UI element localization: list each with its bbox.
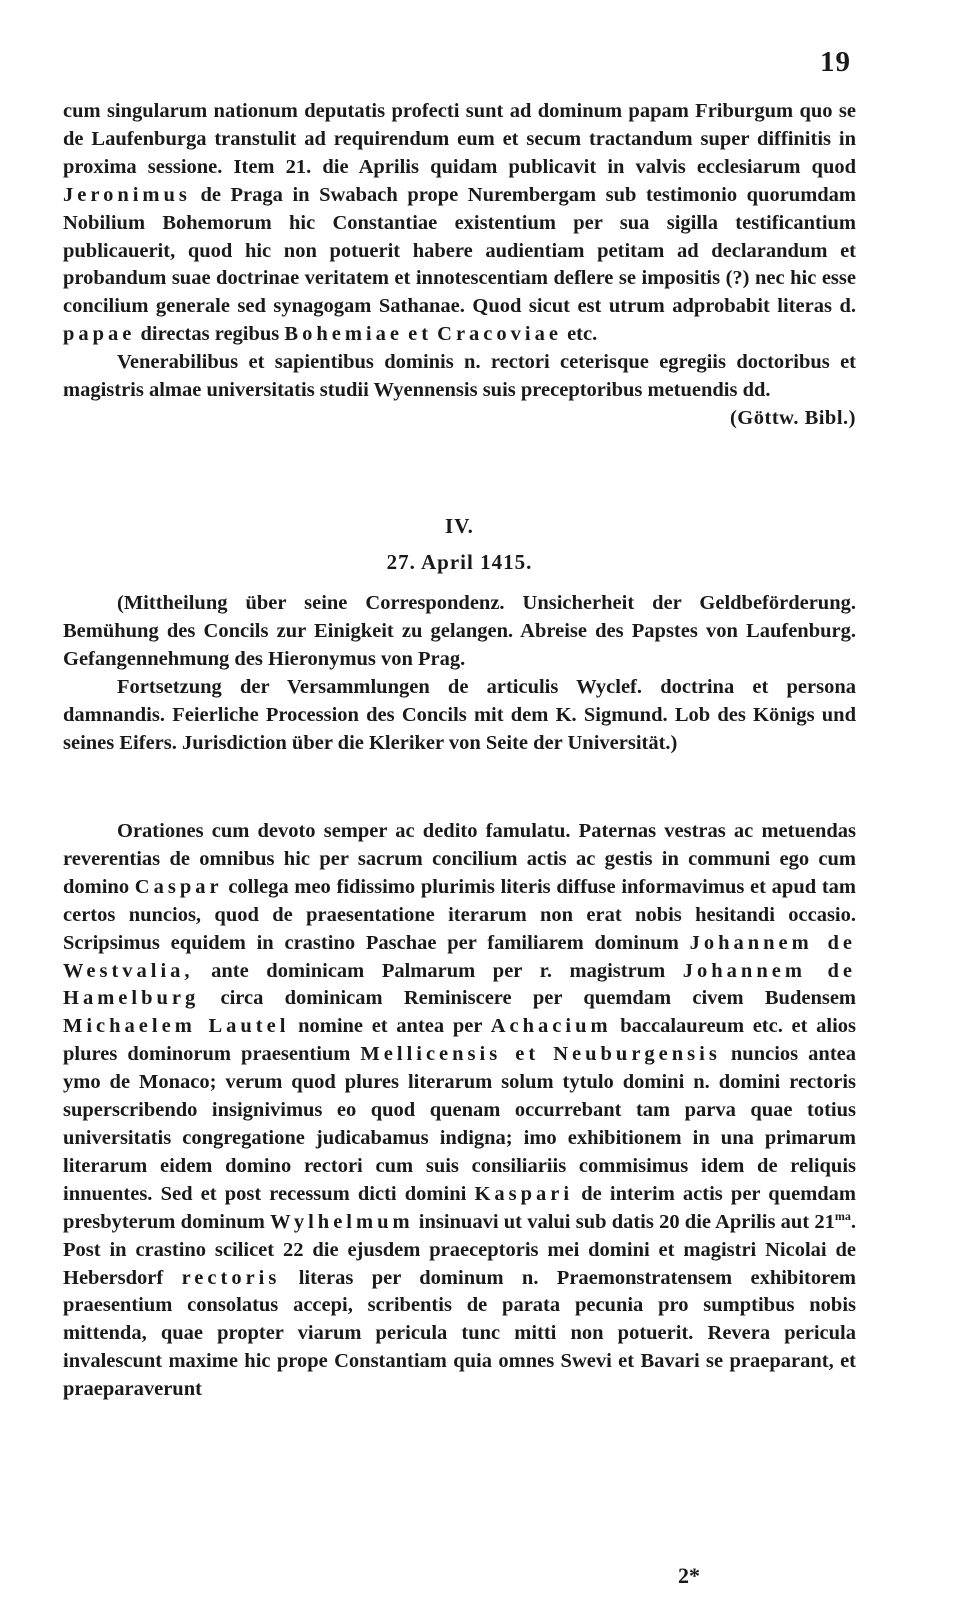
section-summary — [63, 590, 856, 757]
superscript: ma — [834, 1208, 851, 1223]
top-text-block — [63, 98, 856, 433]
name-spaced: Achacium — [490, 1015, 612, 1038]
text-run: Orationes cum devoto semper ac dedito famulatu. Paternas vestras ac metuendas reverentias de omnibus hic per sacrum concilium actis ac gestis in communi ego cum domino — [63, 820, 856, 898]
text-run: et — [408, 323, 433, 346]
text-run: collega meo fidissimo plurimis literis diffuse informavimus et apud tam certos nuncios, quod de praesentatione iterarum non erat nobis hesitandi occasio. Scripsimus equidem in crastino Paschae per familiarem dominum — [63, 875, 856, 954]
name-spaced: Johannem de Westvalia, — [63, 931, 857, 982]
name-spaced: Kaspari — [474, 1182, 574, 1205]
letter-body — [63, 818, 856, 1404]
text-run: baccalaureum etc. et alios plures dominorum praesentium — [63, 1015, 857, 1066]
name-spaced: Mellicensis et Neuburgensis — [360, 1043, 721, 1066]
summary-paragraph-1: (Mittheilung über seine Correspondenz. Unsicherheit der Geldbeförderung. Bemühung des Concils zur Einigkeit zu gelangen. Abreise des Papstes von Laufenburg. Gefangennehmung des Hieronymus von Prag. — [63, 592, 856, 670]
text-run: de Praga in Swabach prope Nurembergam sub testimonio quorumdam Nobilium Bohemorum hic Constantiae existentium per sua sigilla testificantium publicauerit, quod hic non potuerit habere audientiam petitam ad declarandum et probandum suae doctrinae veritatem et innotescentiam deflere se impositis (?) nec hic esse concilium generale sed synagogam Sathanae. Quod sicut est utrum adprobabit literas d. — [63, 183, 856, 318]
text-run: literas per dominum n. Praemonstratensem exhibitorem praesentium consolatus accepi, scribentis de parata pecunia pro sumptibus nobis mittenda, quae propter viarum pericula tunc mitti non potuerit. Revera pericula invalescunt maxime hic prope Constantiam quia omnes Swevi et Bavari se praeparant, et praeparaverunt — [63, 1266, 857, 1401]
name-spaced: Jeronimus — [63, 183, 191, 206]
address-text: Venerabilibus et sapientibus dominis n. rectori ceterisque egregiis doctoribus et magistris almae universitatis studii Wyennensis suis preceptoribus metuendis dd. — [63, 351, 856, 402]
text-run: nuncios antea ymo de Monaco; verum quod plures literarum solum tytulo domini n. domini rectoris superscribendo insignivimus eo quod quenam occurrebant tam parva quae totius universitatis congregatione judicabamus indigna; imo exhibitionem in una primarum literarum eidem domino rectori cum suis consiliariis commisimus idem de reliquis innuentes. Sed et post recessum dicti domini — [63, 1043, 856, 1205]
section-roman-numeral: IV. — [445, 514, 474, 538]
text-run: directas regibus — [140, 323, 280, 346]
page-number: 19 — [820, 46, 851, 78]
top-paragraph — [63, 98, 856, 349]
text-run: cum singularum nationum deputatis profecti sunt ad dominum papam Friburgum quo se de Laufenburga transtulit ad requirendum eum et secum tractandum super diffinitis in proxima sessione. Item 21. die Aprilis quidam publicavit in valvis ecclesiarum quod — [63, 100, 856, 178]
sheet-signature-mark: 2* — [678, 1563, 700, 1588]
text-run: circa dominicam Reminiscere per quemdam civem Budensem — [220, 987, 856, 1010]
text-run: nomine et antea per — [298, 1015, 483, 1038]
name-spaced: Johannem de Hamelburg — [63, 959, 856, 1010]
name-spaced: Caspar — [134, 875, 223, 898]
text-run: ante dominicam Palmarum per r. magistrum — [211, 959, 666, 982]
text-run: etc. — [567, 323, 598, 346]
text-run: de interim actis per quemdam presbyterum dominum — [63, 1182, 857, 1233]
text-run: insinuavi ut valui sub datis 20 die Aprilis aut 21 — [418, 1210, 835, 1233]
name-spaced: Bohemiae — [284, 323, 403, 346]
summary-paragraph-2: Fortsetzung der Versammlungen de articulis Wyclef. doctrina et persona damnandis. Feierliche Procession des Concils mit dem K. Sigmund. Lob des Königs und seines Eifers. Jurisdiction über die Kleriker von Seite der Universität.) — [63, 675, 856, 754]
name-spaced: Cracoviae — [437, 323, 562, 346]
section-date: 27. April 1415. — [386, 550, 533, 574]
letter-paragraph — [63, 818, 856, 1404]
text-run: . Post in crastino scilicet 22 die ejusdem praeceptoris mei domini et magistri Nicolai de Hebersdorf — [63, 1210, 856, 1289]
name-spaced: papae — [63, 323, 136, 346]
name-spaced: Michaelem Lautel — [63, 1015, 290, 1038]
address-paragraph — [63, 349, 856, 429]
source-reference: (Göttw. Bibl.) — [729, 406, 856, 429]
name-spaced: Wylhelmum — [270, 1210, 414, 1233]
name-spaced: rectoris — [181, 1266, 281, 1289]
